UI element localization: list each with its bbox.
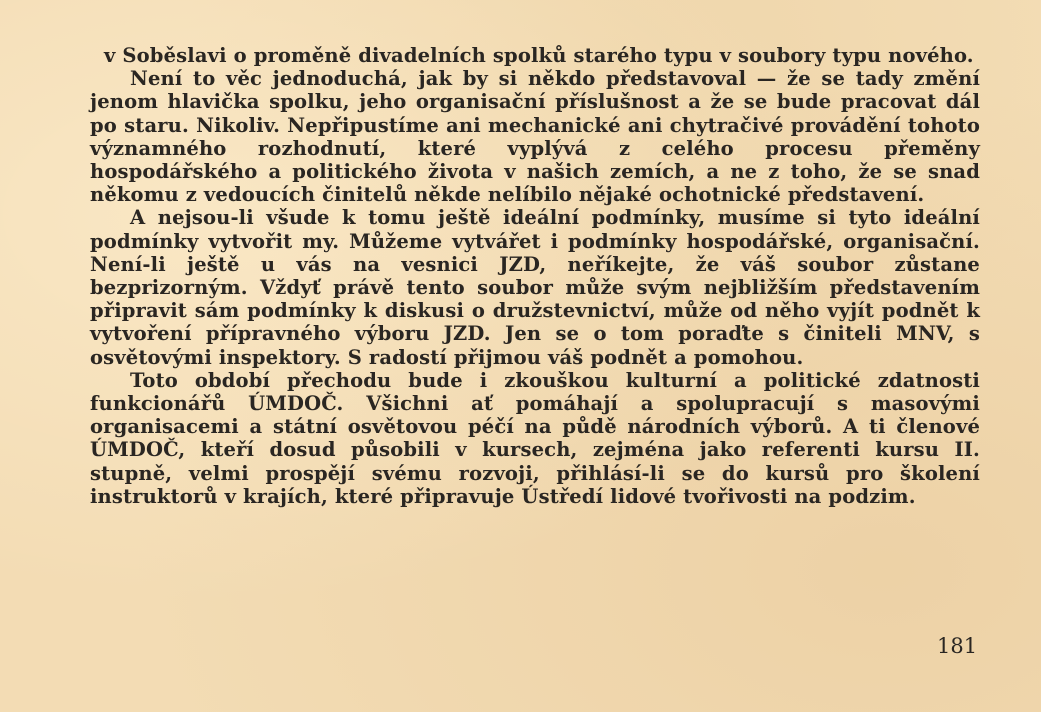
paragraph-3: A nejsou-li všude k tomu ještě ideální podmínky, musíme si tyto ideální podmínky vytvořit my. Můžeme vytvářet i podmínky hospodářské, organisační. Není-li ještě u vás na vesnici JZD, neříkejte, že váš soubor zůstane bezprizorným. Vždyť právě tento soubor může svým nejbližším představením připravit sám podmínky k diskusi o družstevnictví, může od něho vyjít podnět k vytvoření přípravného výboru JZD. Jen se o tom poraďte s činiteli MNV, s osvětovými inspektory. S radostí přijmou váš podnět a pomohou. (90, 206, 980, 369)
body-text (90, 44, 980, 508)
paragraph-1: v Soběslavi o proměně divadelních spolků starého typu v soubory typu nového. (104, 44, 974, 67)
page-number: 181 (937, 634, 978, 658)
paragraph-4: Toto období přechodu bude i zkouškou kulturní a politické zdatnosti funkcionářů ÚMDOČ. Všichni ať pomáhají a spolupracují s masovými organisacemi a státní osvětovou péčí na půdě národních výborů. A ti členové ÚMDOČ, kteří dosud působili v kursech, zejména jako referenti kursu II. stupně, velmi prospějí svému rozvoji, přihlásí-li se do kursů pro školení instruktorů v krajích, které připravuje Ústředí lidové tvořivosti na podzim. (90, 368, 980, 508)
paragraph-2: Není to věc jednoduchá, jak by si někdo představoval — že se tady změní jenom hlavička spolku, jeho organisační příslušnost a že se bude pracovat dál po staru. Nikoliv. Nepřipustíme ani mechanické ani chytračivé provádění tohoto významného rozhodnutí, které vyplývá z celého procesu přeměny hospodářského a politického života v našich zemích, a ne z toho, že se snad někomu z vedoucích činitelů někde nelíbilo nějaké ochotnické představení. (90, 67, 980, 207)
